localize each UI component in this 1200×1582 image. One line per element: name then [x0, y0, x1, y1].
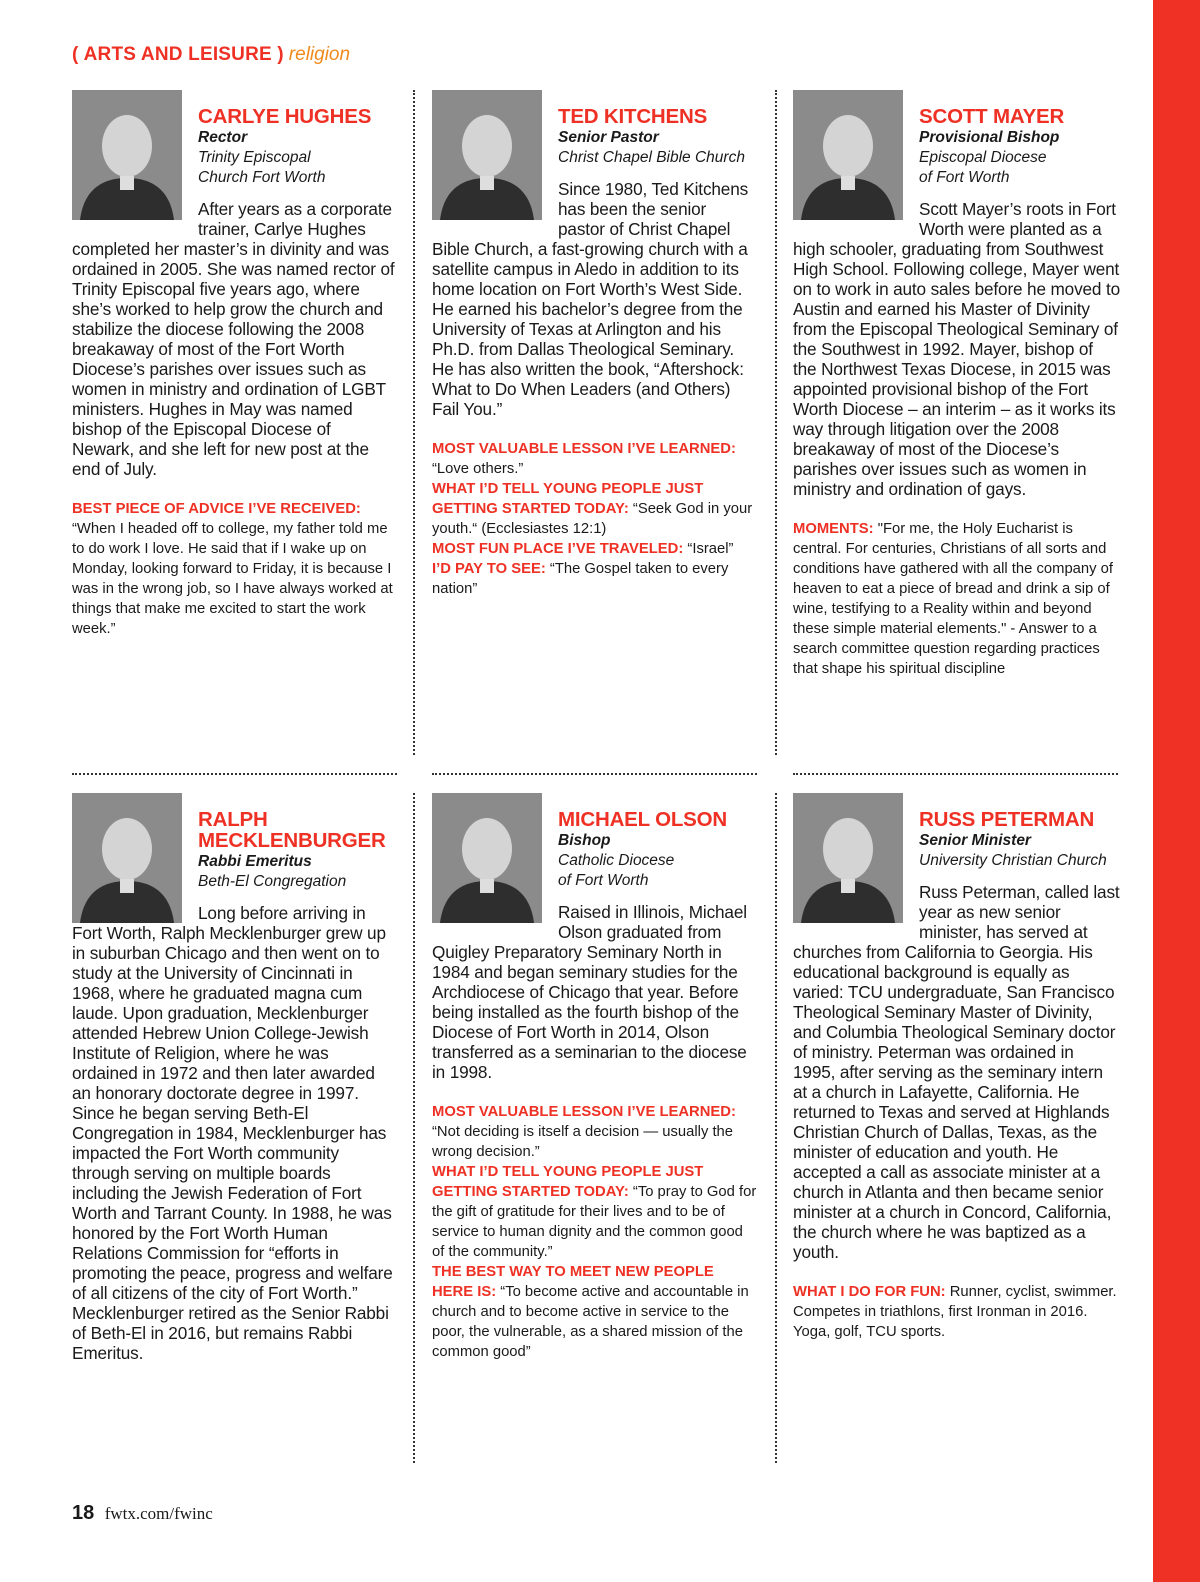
subsection-title: religion [288, 44, 351, 65]
footer-url: fwtx.com/fwinc [104, 1504, 213, 1523]
qa-item [432, 1162, 757, 1262]
portrait-photo [432, 90, 542, 220]
person-organization: of Fort Worth [558, 872, 649, 889]
page-footer [72, 1502, 213, 1525]
page-number: 18 [72, 1502, 95, 1524]
biography-text: Raised in Illinois, Michael Olson graduated from Quigley Preparatory Seminary North in 1984 and began seminary studies for the Archdiocese of Chicago that year. Before being installed as the fourth bishop of the Diocese of Fort Worth in 2014, Olson transferred as a seminarian to the diocese in 1998. [432, 902, 747, 1082]
qa-answer: "For me, the Holy Eucharist is central. For centuries, Christians of all sorts and conditions have gathered with all the company of heaven to eat a piece of bread and drink a sip of wine, testifying to a Reality within and beyond these simple material elements." - Answer to a search committee question regarding practices that shape his spiritual discipline [793, 521, 1113, 677]
portrait-photo [72, 793, 182, 923]
person-organization: Catholic Diocese [558, 852, 675, 869]
biography-text: Since 1980, Ted Kitchens has been the senior pastor of Christ Chapel Bible Church, a fast-growing church with a satellite campus in Aledo in addition to its home location on Fort Worth’s West Side. He earned his bachelor’s degree from the University of Texas at Arlington and his Ph.D. from Dallas Theological Seminary. He has also written the book, “Aftershock: What to Do When Leaders (and Others) Fail You.” [432, 179, 749, 419]
qa-answer: “Israel” [687, 541, 734, 557]
qa-item [72, 499, 397, 639]
person-organization: Christ Chapel Bible Church [558, 149, 745, 166]
qa-answer: “To become active and accountable in church and to become active in service to the poor, the vulnerable, as a shared mission of the common good” [432, 1284, 749, 1360]
profile-card-ralph-mecklenburger [72, 793, 397, 1363]
biography-text: After years as a corporate trainer, Carlye Hughes completed her master’s in divinity and was ordained in 2005. She was named rector of Trinity Episcopal five years ago, where she’s worked to help grow the church and stabilize the diocese following the 2008 breakaway of most of the Fort Worth Diocese’s parishes over issues such as women in ministry and ordination of LGBT ministers. Hughes in May was named bishop of the Episcopal Diocese of Newark, and she left for new post at the end of July. [72, 199, 395, 479]
person-name-line: TED KITCHENS [558, 105, 708, 128]
qa-question: MOMENTS: [793, 521, 874, 537]
qa-item [432, 1262, 757, 1362]
profile-card-carlye-hughes [72, 90, 397, 639]
profile-card-scott-mayer [793, 90, 1120, 679]
row-divider [793, 773, 1118, 775]
red-edge-bar [1153, 0, 1200, 1582]
column-divider [775, 90, 777, 755]
biography-text: Long before arriving in Fort Worth, Ralph Mecklenburger grew up in suburban Chicago and then went on to study at the University of Cincinnati in 1968, where he graduated magna cum laude. Upon graduation, Mecklenburger attended Hebrew Union College-Jewish Institute of Religion, where he was ordained in 1972 and then later awarded an honorary doctorate degree in 1997. Since he began serving Beth-El Congregation in 1984, Mecklenburger has impacted the Fort Worth community through serving on multiple boards including the Jewish Federation of Fort Worth and Tarrant County. In 1988, he was honored by the Fort Worth Human Relations Commission for “efforts in promoting the peace, progress and welfare of all citizens of the city of Fort Worth.” Mecklenburger retired as the Senior Rabbi of Beth-El in 2016, but remains Rabbi Emeritus. [72, 903, 393, 1363]
person-title: Bishop [558, 832, 611, 849]
qa-answer: “Love others.” [432, 461, 524, 477]
qa-answer: Runner, cyclist, swimmer. Competes in triathlons, first Ironman in 2016. Yoga, golf, TCU sports. [793, 1284, 1117, 1340]
profile-card-ted-kitchens [432, 90, 757, 599]
qa-question: WHAT I’D TELL YOUNG PEOPLE JUST GETTING STARTED TODAY: [432, 481, 704, 517]
portrait-photo [432, 793, 542, 923]
section-header [72, 42, 350, 68]
person-title: Senior Minister [919, 832, 1031, 849]
qa-item [432, 1102, 757, 1162]
profile-card-michael-olson [432, 793, 757, 1362]
person-name-line: SCOTT MAYER [919, 105, 1065, 128]
portrait-photo [72, 90, 182, 220]
qa-item [432, 439, 757, 479]
portrait-photo [793, 90, 903, 220]
qa-answer: “When I headed off to college, my father told me to do work I love. He said that if I wake up on Monday, looking forward to Friday, it is because I was in the wrong job, so I have always worked at things that make me excited to start the work week.” [72, 521, 393, 637]
person-organization: University Christian Church [919, 852, 1107, 869]
biography-text: Russ Peterman, called last year as new senior minister, has served at churches from California to Georgia. His educational background is equally as varied: TCU undergraduate, San Francisco Theological Seminary Master of Divinity, and Columbia Theological Seminary doctor of ministry. Peterman was ordained in 1995, after serving as the seminary intern at a church in Lafayette, California. He returned to Texas and served at Highlands Christian Church of Dallas, Texas, as the minister of education and youth. He accepted a call as associate minister at a church in Atlanta and then became senior minister at a church in Concord, California, the church where he was baptized as a youth. [793, 882, 1120, 1262]
qa-question: MOST VALUABLE LESSON I’VE LEARNED: [432, 1104, 736, 1120]
person-title: Senior Pastor [558, 129, 659, 146]
person-name-line: CARLYE HUGHES [198, 105, 372, 128]
qa-question: WHAT I’D TELL YOUNG PEOPLE JUST GETTING STARTED TODAY: [432, 1164, 704, 1200]
row-divider [432, 773, 757, 775]
qa-answer: “Seek God in your youth.“ (Ecclesiastes 12:1) [432, 501, 753, 537]
qa-item [793, 519, 1120, 679]
qa-item [432, 479, 757, 539]
person-name-line: RALPH [198, 808, 268, 831]
header-close-bracket: ) [277, 44, 284, 65]
row-divider [72, 773, 397, 775]
profile-card-russ-peterman [793, 793, 1120, 1342]
qa-item [432, 559, 757, 599]
qa-item [793, 1282, 1120, 1342]
section-title: ARTS AND LEISURE [83, 44, 272, 65]
person-title: Provisional Bishop [919, 129, 1060, 146]
qa-question: MOST VALUABLE LESSON I’VE LEARNED: [432, 441, 736, 457]
portrait-photo [793, 793, 903, 923]
person-organization: Episcopal Diocese [919, 149, 1047, 166]
person-title: Rector [198, 129, 248, 146]
column-divider [413, 90, 415, 755]
qa-answer: “To pray to God for the gift of gratitude for their lives and to be of service to human dignity and the common good of the community.” [432, 1184, 757, 1260]
person-organization: Church Fort Worth [198, 169, 326, 186]
header-open-bracket: ( [72, 44, 79, 65]
qa-answer: “Not deciding is itself a decision — usually the wrong decision.” [432, 1124, 734, 1160]
qa-question: BEST PIECE OF ADVICE I’VE RECEIVED: [72, 501, 361, 517]
qa-question: THE BEST WAY TO MEET NEW PEOPLE HERE IS: [432, 1264, 714, 1300]
person-name-line: MICHAEL OLSON [558, 808, 727, 831]
qa-question: MOST FUN PLACE I’VE TRAVELED: [432, 541, 684, 557]
person-organization: Beth-El Congregation [198, 873, 347, 890]
person-organization: of Fort Worth [919, 169, 1010, 186]
qa-answer: “The Gospel taken to every nation” [432, 561, 729, 597]
person-name-line: RUSS PETERMAN [919, 808, 1095, 831]
qa-question: WHAT I DO FOR FUN: [793, 1284, 946, 1300]
qa-question: I’D PAY TO SEE: [432, 561, 546, 577]
qa-item [432, 539, 757, 559]
person-title: Rabbi Emeritus [198, 853, 312, 870]
biography-text: Scott Mayer’s roots in Fort Worth were planted as a high schooler, graduating from Southwest High School. Following college, Mayer went on to work in auto sales before he moved to Austin and earned his Master of Divinity from the Episcopal Theological Seminary of the Southwest in 1992. Mayer, bishop of the Northwest Texas Diocese, in 2015 was appointed provisional bishop of the Fort Worth Diocese – an interim – as it works its way through litigation over the 2008 breakaway of most of the Diocese’s parishes over issues such as women in ministry and ordination of gays. [793, 199, 1120, 499]
person-name-line: MECKLENBURGER [198, 829, 386, 852]
person-organization: Trinity Episcopal [198, 149, 311, 166]
column-divider [413, 793, 415, 1463]
column-divider [775, 793, 777, 1463]
